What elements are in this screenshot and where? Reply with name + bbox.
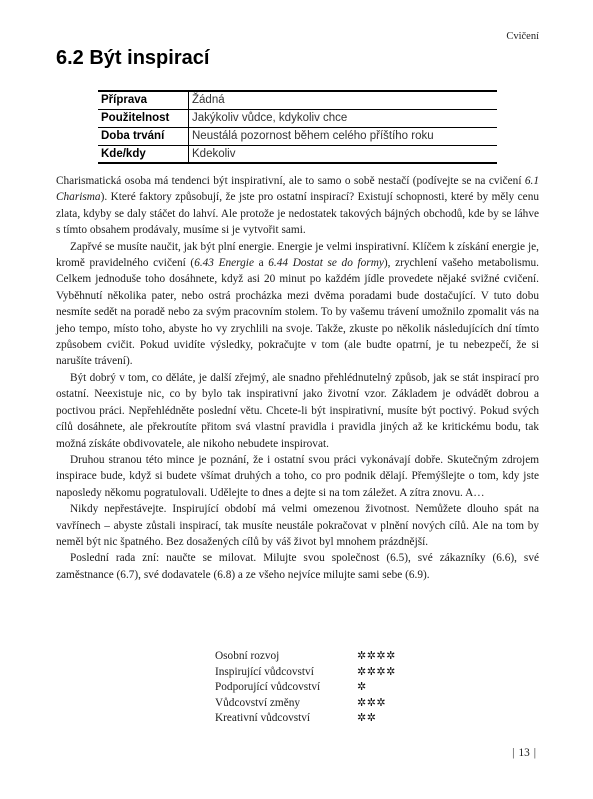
rating-row — [215, 680, 396, 696]
paragraph-5: Nikdy nepřestávejte. Inspirující období má velmi omezenou životnost. Nemůžete dlouho spát na vavřínech – abyste zůstali inspirací, tak musíte neustále pokračovat v plnění nových cílů. Ale na tom by neměl být nic špatného. Bez dosažených cílů by váš život byl mnohem prázdnější. — [56, 503, 539, 548]
info-table — [98, 90, 497, 164]
paragraph-3: Být dobrý v tom, co děláte, je další zřejmý, ale snadno přehlédnutelný způsob, jak se stát inspirací pro ostatní. Neexistuje nic, co by bylo tak inspirativní jako životní vzor. Základem je odvádět dobrou a poctivou práci. Nepřehlédněte poslední větu. Chcete-li být inspirativní, musíte být poctivý. Pokud svých cílů dosáhnete, ale překroutíte přitom svá vlastní pravidla i pravidla jiných až ke kritickému bodu, tak možná získáte obdivovatele, ale nikoho nebudete inspirovat. — [56, 371, 539, 450]
text-run: ), zrychlení vašeho metabolismu. Celkem jednoduše toho dosáhnete, když asi 20 minut po každém jídle provedete nějaké svižné cvičení. Vyběhnutí několika pater, nebo ostrá procházka mezi dvěma poradami bude dostačující. V tuto dobu nesmíte sedět na poradě nebo za svým pracovním stolem. To by vašemu trávení umožnilo zpomalit vás na jeho tempo, místo toho, abyste ho vy zrychlili na svoje. Takže, zkuste po několik následujících dní tímto způsobem cvičit. Pokud uvidíte výsledky, pokračujte v tom (ale budte opatrní, je tu nebezpečí, že si narušíte trávení). — [56, 257, 540, 368]
page-number-divider: | — [533, 747, 536, 759]
rating-stars-icon: ✲✲✲✲ — [357, 665, 396, 678]
info-value: Neustálá pozornost během celého příštího roku — [189, 127, 498, 145]
rating-row — [215, 711, 396, 727]
text-run: Charismatická osoba má tendenci být inspirativní, ale to samo o sobě nestačí (podívejte se na cvičení — [56, 175, 525, 187]
info-row-preparation — [98, 91, 497, 109]
rating-label: Kreativní vůdcovství — [215, 712, 311, 725]
page-number — [508, 747, 540, 759]
info-row-duration — [98, 127, 497, 145]
page-number-value: 13 — [518, 747, 530, 759]
paragraph-2 — [56, 239, 539, 370]
body-text — [56, 173, 539, 583]
paragraph-4: Druhou stranou této mince je poznání, že i ostatní svou práci vykonávají dobře. Skutečným zdrojem inspirace bude, když si budete všímat druhých a toho, co pro podnik dělají. Přemýšlejte o tom, kdy jste naposledy někomu pogratulovali. Udělejte to dnes a dejte si na tom záležet. A zítra znovu. A… — [56, 453, 539, 499]
rating-row — [215, 665, 396, 681]
rating-stars-icon: ✲ — [357, 681, 367, 694]
info-row-where-when — [98, 145, 497, 163]
rating-table — [215, 649, 396, 727]
rating-row — [215, 649, 396, 665]
text-run: a — [253, 257, 269, 270]
exercise-reference: 6.43 Energie — [194, 257, 254, 270]
text-run: Zapřvé se musíte naučit, jak být plní energie. Energie je velmi inspirativní. Klíčem k získání energie je, kromě pravidelného cvičení ( — [56, 240, 539, 270]
info-label: Doba trvání — [98, 127, 189, 145]
section-title: 6.2 Být inspirací — [56, 47, 210, 69]
rating-stars-icon: ✲✲ — [357, 712, 377, 725]
info-label: Příprava — [98, 91, 189, 109]
exercise-reference: 6.44 Dostat se do formy — [268, 257, 384, 270]
rating-stars-icon: ✲✲✲ — [357, 696, 387, 709]
rating-label: Osobní rozvoj — [215, 650, 280, 662]
info-value: Žádná — [189, 91, 498, 109]
page-number-divider: | — [512, 747, 515, 759]
running-head: Cvičení — [506, 31, 539, 42]
exercise-reference: 6.1 Charisma — [56, 175, 539, 204]
info-label: Použitelnost — [98, 109, 189, 127]
info-value: Kdekoliv — [189, 145, 498, 163]
rating-label: Inspirující vůdcovství — [215, 665, 314, 678]
paragraph-1 — [56, 173, 539, 239]
info-label: Kde/kdy — [98, 145, 189, 163]
rating-label: Vůdcovství změny — [215, 696, 301, 709]
info-value: Jakýkoliv vůdce, kdykoliv chce — [189, 109, 498, 127]
info-row-usability — [98, 109, 497, 127]
rating-stars-icon: ✲✲✲✲ — [357, 650, 396, 662]
rating-row — [215, 696, 396, 712]
rating-label: Podporující vůdcovství — [215, 681, 321, 694]
text-run: ). Které faktory způsobují, že jste pro ostatní inspirací? Existují schopnosti, které by měly cenu zlata, kdyby se daly stáčet do lahví. Ale protože je nedostatek takových bájných obchodů, kde by se láhve s tímto obsahem prodávaly, musíme si je vytvořit sami. — [56, 191, 539, 237]
paragraph-6: Poslední rada zní: naučte se milovat. Milujte svou společnost (6.5), své zákazníky (6.6), své zaměstnance (6.7), své dodavatele (6.8) a ze všeho nejvíce milujte sami sebe (6.9). — [56, 552, 539, 581]
